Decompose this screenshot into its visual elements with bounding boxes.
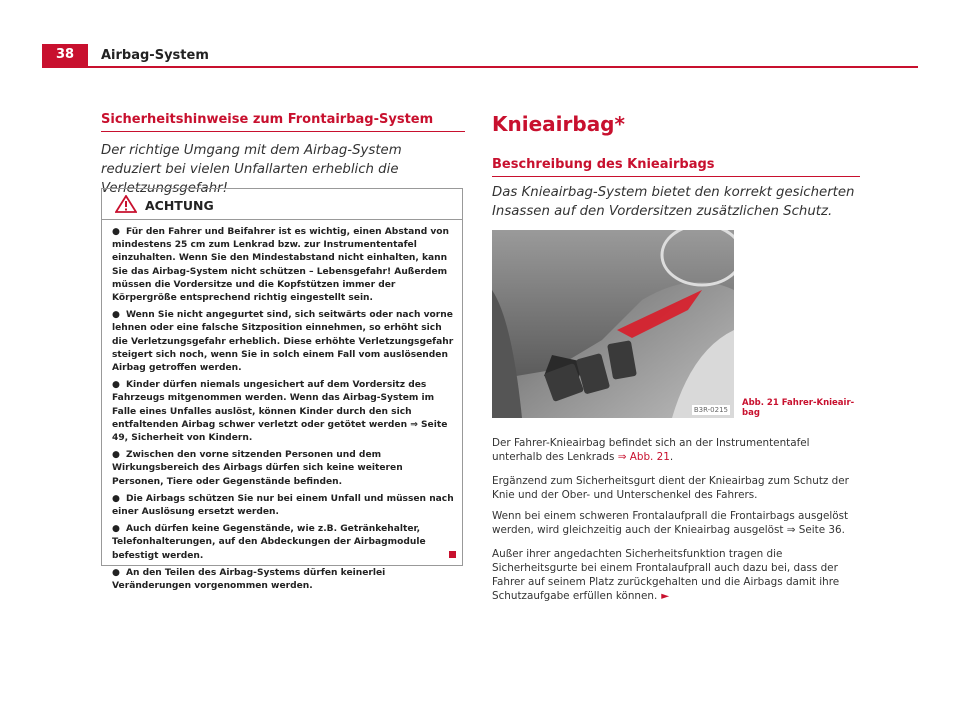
paragraph-3: Wenn bei einem schweren Frontalaufprall die Frontairbags ausgelöst werden, wird gleichzeitig auch der Knieairbag ausgelöst ⇒ Seite 36. [492, 510, 849, 536]
main-title-knieairbag: Knieairbag* [492, 112, 625, 136]
warning-item: ● Auch dürfen keine Gegenstände, wie z.B. Getränkehalter, Telefonhalterungen, auf den Abdeckungen der Airbagmodule befestigt werden. [112, 524, 426, 561]
bullet-icon: ● [112, 524, 120, 535]
bullet-icon: ● [112, 493, 120, 504]
warning-label: ACHTUNG [145, 198, 214, 213]
warning-list [102, 220, 462, 593]
bullet-icon: ● [112, 310, 120, 321]
warning-triangle-icon [115, 195, 137, 217]
bullet-icon: ● [112, 227, 120, 237]
intro-text-right: Das Knieairbag-System bietet den korrekt gesicherten Insassen auf den Vordersitzen zusätzlichen Schutz. [492, 185, 855, 219]
section-title-frontairbag: Sicherheitshinweise zum Frontairbag-System [101, 112, 465, 132]
paragraph-2: Ergänzend zum Sicherheitsgurt dient der Knieairbag zum Schutz der Knie und der Ober- und Unterschenkel des Fahrers. [492, 475, 849, 501]
bullet-icon: ● [112, 567, 120, 578]
right-column [492, 112, 860, 136]
intro-text-left: Der richtige Umgang mit dem Airbag-System reduziert bei vielen Unfallarten erheblich die Verletzungsgefahr! [101, 143, 402, 196]
section-end-marker [449, 551, 456, 558]
bullet-icon: ● [112, 450, 120, 461]
warning-item: ● Die Airbags schützen Sie nur bei einem Unfall und müssen nach einer Auslösung ersetzt werden. [112, 493, 454, 518]
bullet-icon: ● [112, 380, 120, 391]
left-column [101, 112, 465, 198]
knee-airbag-figure [492, 230, 734, 418]
warning-item: ● Kinder dürfen niemals ungesichert auf dem Vordersitz des Fahrzeugs mitgenommen werden. Wenn das Airbag-System im Falle eines Unfalles auslöst, können Kinder durch den sich entfaltenden Airbag schwer verletzt oder getötet werden ⇒ Seite 49, Sicherheit von Kindern. [112, 380, 448, 444]
warning-item: ● Für den Fahrer und Beifahrer ist es wichtig, einen Abstand von mindestens 25 cm zum Lenkrad bzw. zur Instrumententafel einzuhalten. Wenn Sie den Mindestabstand nicht einhalten, kann Sie das Airbag-System nicht schützen – Lebensgefahr! Außerdem müssen die Vordersitze und die Kopfstützen immer der Körpergröße entsprechend richtig eingestellt sein. [112, 227, 450, 304]
figure-caption: Abb. 21 Fahrer-Knieairbag [742, 398, 855, 418]
running-header-title: Airbag-System [101, 48, 209, 63]
section-title-knieairbag: Beschreibung des Knieairbags [492, 157, 860, 177]
figure-code: B3R-0215 [693, 406, 728, 414]
figure-reference-link[interactable]: ⇒ Abb. 21 [617, 451, 670, 463]
page-number: 38 [42, 44, 88, 66]
paragraph-4: Außer ihrer angedachten Sicherheitsfunktion tragen die Sicherheitsgurte bei einem Frontalaufprall auch dazu bei, dass der Fahrer auf seinem Platz zurückgehalten und die Airbags damit ihre Schutzaufgabe erfüllen können. ► [492, 548, 840, 602]
warning-header [102, 189, 462, 220]
warning-item: ● An den Teilen des Airbag-Systems dürfen keinerlei Veränderungen vorgenommen werden. [112, 567, 386, 592]
paragraph-1: Der Fahrer-Knieairbag befindet sich an der Instrumententafel unterhalb des Lenkrads ⇒ Abb. 21. [492, 437, 810, 463]
header-rule [42, 66, 918, 68]
warning-item: ● Zwischen den vorne sitzenden Personen und dem Wirkungsbereich des Airbags dürfen sich keine weiteren Personen, Tiere oder Gegenstände befinden. [112, 450, 403, 487]
warning-item: ● Wenn Sie nicht angegurtet sind, sich seitwärts oder nach vorne lehnen oder eine falsche Sitzposition einnehmen, so erhöht sich die Verletzungsgefahr erheblich. Diese erhöhte Verletzungsgefahr steigert sich noch, wenn Sie in solch einem Fall vom auslösenden Airbag getroffen werden. [112, 310, 454, 374]
knee-airbag-illustration [492, 230, 734, 418]
warning-box [101, 188, 463, 592]
continue-arrow-icon: ► [661, 590, 670, 602]
